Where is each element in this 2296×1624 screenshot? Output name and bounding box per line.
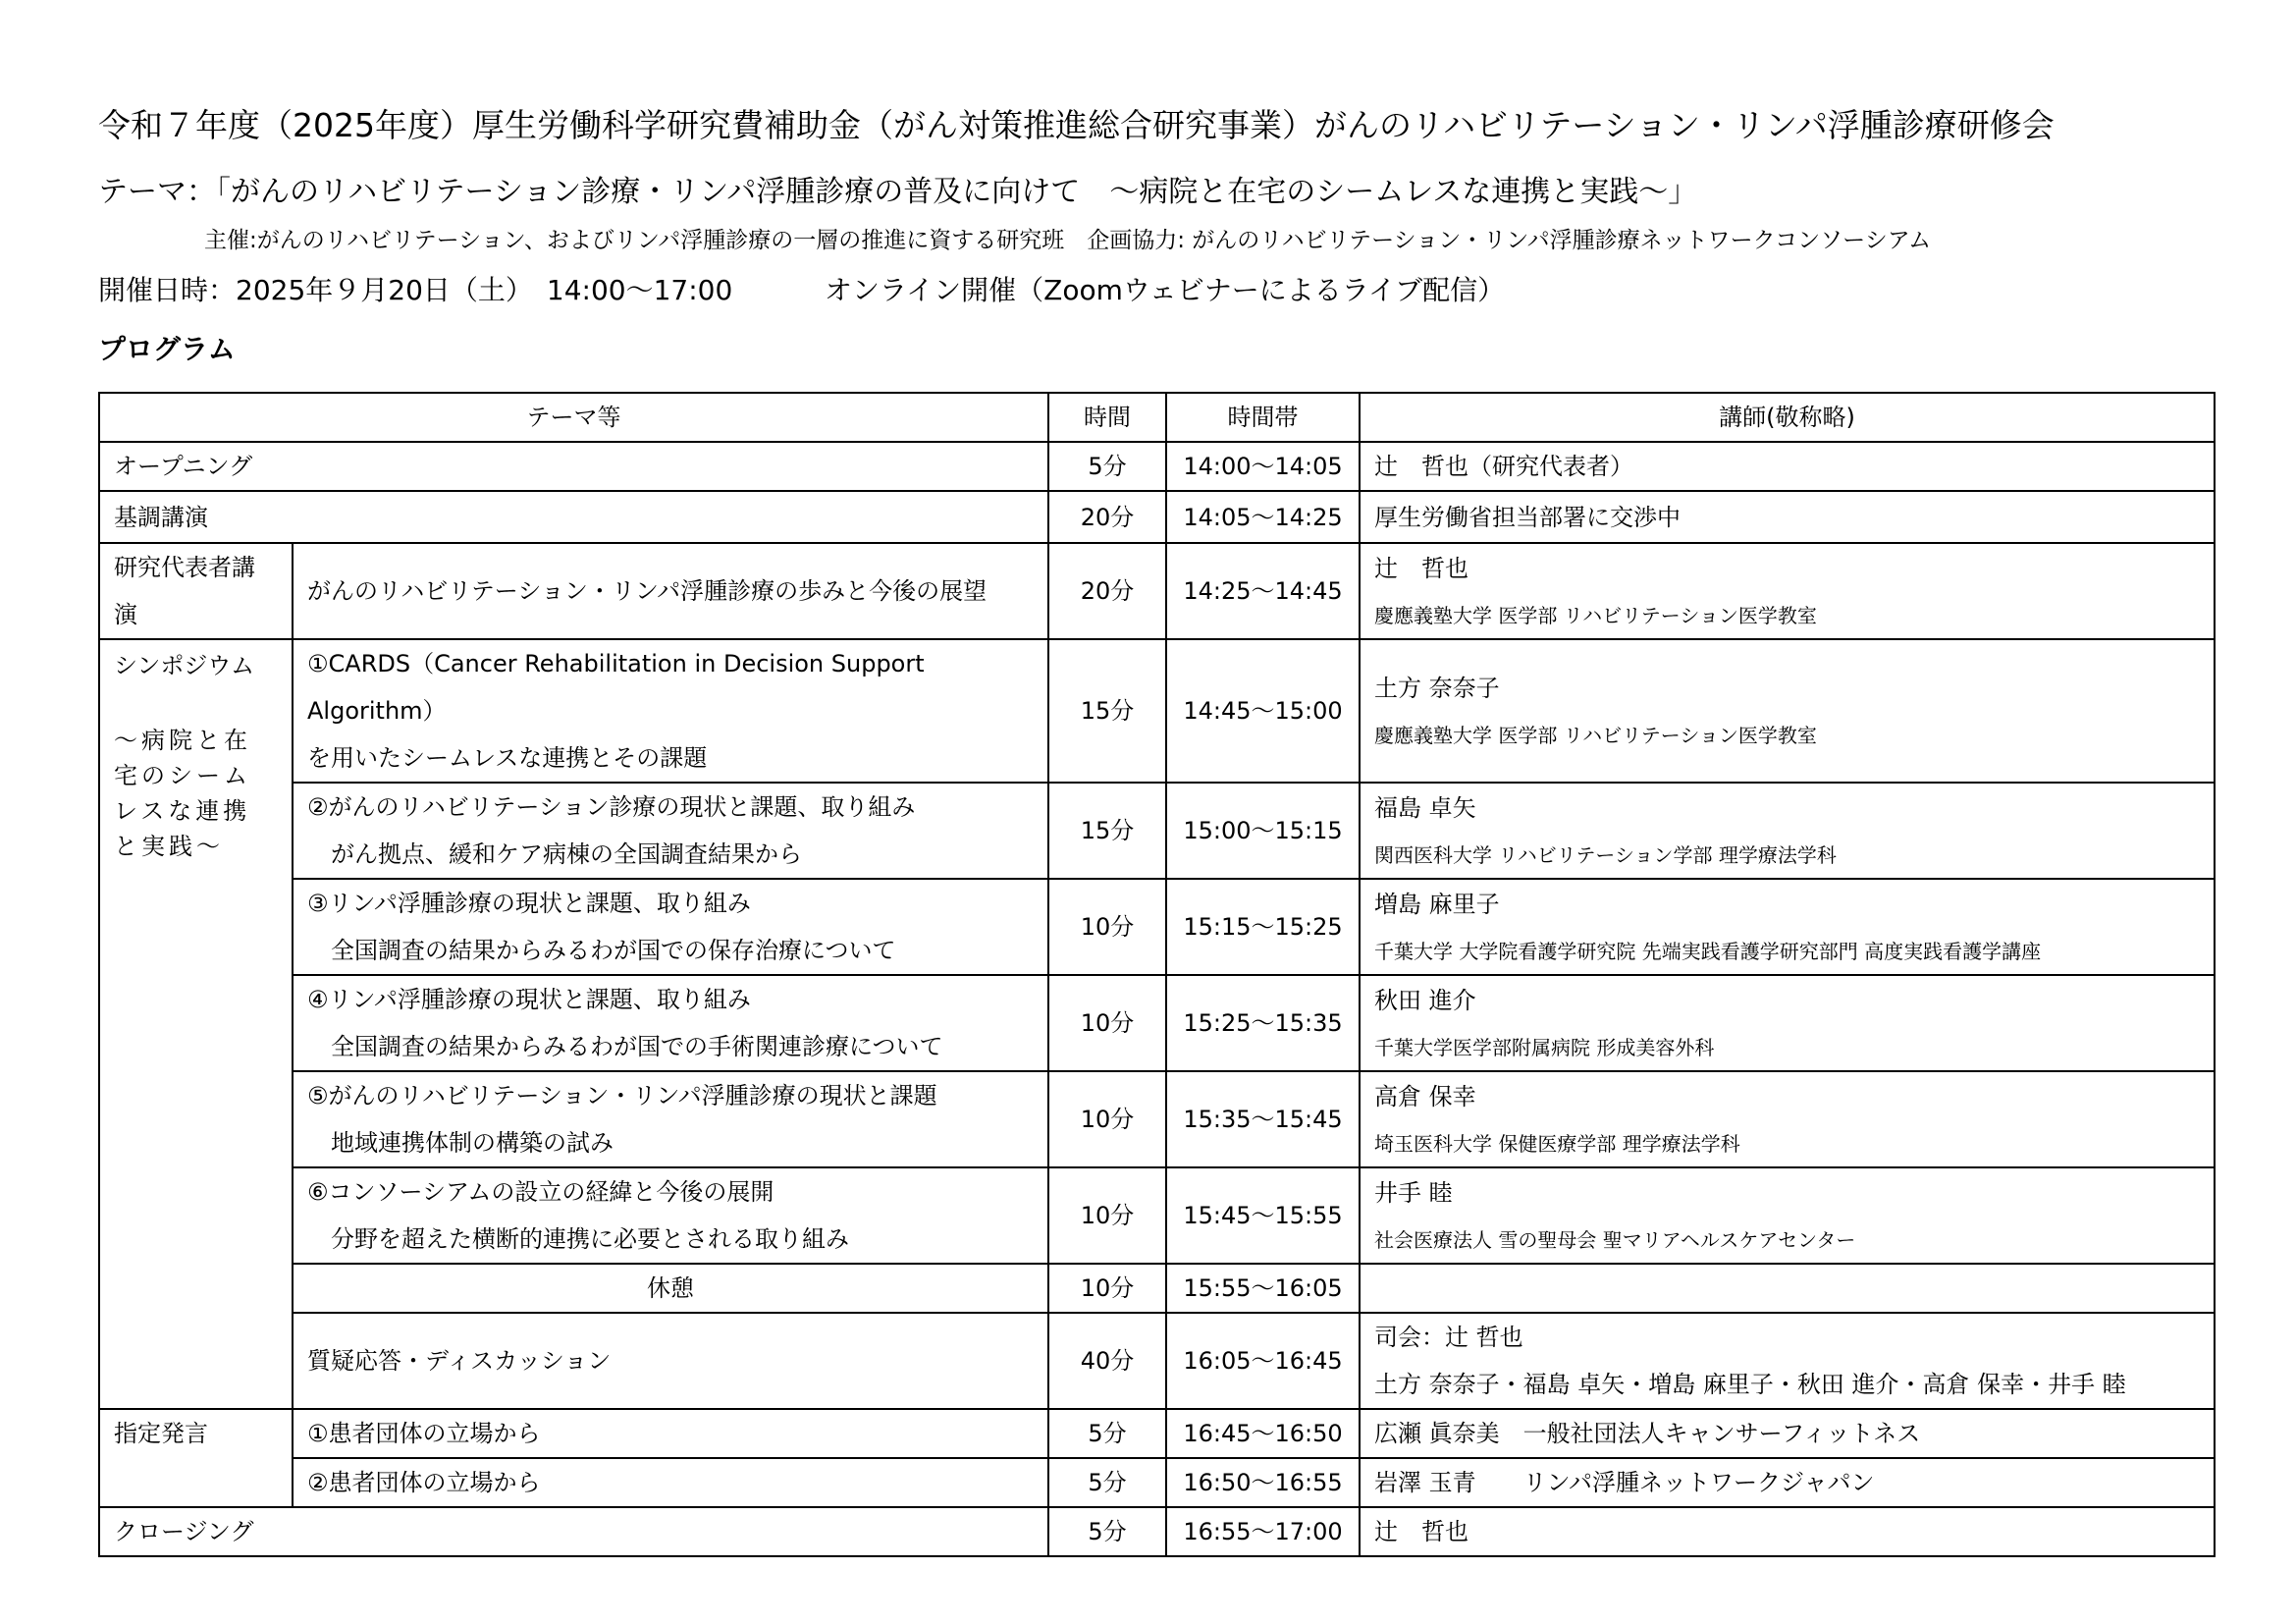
- discussion-duration: 40分: [1048, 1313, 1166, 1409]
- theme-line: テーマ：「がんのリハビリテーション診療・リンパ浮腫診療の普及に向けて ～病院と在宅のシームレスな連携と実践～」: [98, 175, 1698, 209]
- talk-1-title: ①CARDS（Cancer Rehabilitation in Decision Support Algorithm）: [307, 650, 925, 725]
- talk-5-speaker: 高倉 保幸: [1374, 1083, 1476, 1110]
- table-row-closing: [99, 1507, 2215, 1556]
- opening-speaker: 辻 哲也（研究代表者）: [1360, 442, 2215, 491]
- talk-5-time: 15:35～15:45: [1166, 1071, 1360, 1167]
- closing-time: 16:55～17:00: [1166, 1507, 1360, 1556]
- table-row-opening: [99, 442, 2215, 491]
- event-datetime: 開催日時：2025年９月20日（土） 14:00～17:00: [98, 274, 733, 306]
- talk-6-topic: [293, 1167, 1048, 1264]
- pi-lecture-speaker-cell: [1360, 543, 2215, 639]
- talk-1-subtitle: を用いたシームレスな連携とその課題: [307, 744, 708, 772]
- talk-6-time: 15:45～15:55: [1166, 1167, 1360, 1264]
- keynote-speaker: 厚生労働省担当部署に交渉中: [1360, 491, 2215, 543]
- talk-6-title: ⑥コンソーシアムの設立の経緯と今後の展開: [307, 1178, 774, 1206]
- pi-lecture-time: 14:25～14:45: [1166, 543, 1360, 639]
- talk-5-speaker-cell: [1360, 1071, 2215, 1167]
- pi-lecture-section: 研究代表者講演: [99, 543, 293, 639]
- designated-2-duration: 5分: [1048, 1458, 1166, 1507]
- table-row-pi-lecture: [99, 543, 2215, 639]
- designated-2-topic: ②患者団体の立場から: [293, 1458, 1048, 1507]
- talk-5-title: ⑤がんのリハビリテーション・リンパ浮腫診療の現状と課題: [307, 1082, 937, 1110]
- talk-6-duration: 10分: [1048, 1167, 1166, 1264]
- header-timeslot: 時間帯: [1166, 393, 1360, 442]
- talk-1-time: 14:45～15:00: [1166, 639, 1360, 783]
- keynote-duration: 20分: [1048, 491, 1166, 543]
- header-theme: テーマ等: [99, 393, 1048, 442]
- break-speaker-empty: [1360, 1264, 2215, 1313]
- document-title: 令和７年度（2025年度）厚生労働科学研究費補助金（がん対策推進総合研究事業）がんのリハビリテーション・リンパ浮腫診療研修会: [98, 106, 2055, 144]
- discussion-label: 質疑応答・ディスカッション: [293, 1313, 1048, 1409]
- talk-3-duration: 10分: [1048, 879, 1166, 975]
- designated-1-speaker: 広瀬 眞奈美 一般社団法人キャンサーフィットネス: [1360, 1409, 2215, 1458]
- talk-2-speaker-cell: [1360, 783, 2215, 879]
- table-row-designated-2: [99, 1458, 2215, 1507]
- symposium-subtitle: ～病院と在宅のシームレスな連携と実践～: [114, 727, 251, 860]
- break-duration: 10分: [1048, 1264, 1166, 1313]
- designated-2-speaker: 岩澤 玉青 リンパ浮腫ネットワークジャパン: [1360, 1458, 2215, 1507]
- symposium-label: シンポジウム: [114, 652, 255, 679]
- talk-4-speaker: 秋田 進介: [1374, 987, 1476, 1014]
- talk-1-topic: [293, 639, 1048, 783]
- table-row-symposium-4: [99, 975, 2215, 1071]
- pi-lecture-duration: 20分: [1048, 543, 1166, 639]
- discussion-speaker-cell: [1360, 1313, 2215, 1409]
- talk-4-speaker-cell: [1360, 975, 2215, 1071]
- program-table: [98, 392, 2216, 1557]
- keynote-label: 基調講演: [99, 491, 1048, 543]
- talk-4-duration: 10分: [1048, 975, 1166, 1071]
- program-heading: プログラム: [98, 333, 236, 365]
- talk-1-speaker-cell: [1360, 639, 2215, 783]
- organizers-line: 主催:がんのリハビリテーション、およびリンパ浮腫診療の一層の推進に資する研究班 企画協力: がんのリハビリテーション・リンパ浮腫診療ネットワークコンソーシアム: [204, 228, 1932, 253]
- pi-lecture-speaker: 辻 哲也: [1374, 555, 1468, 582]
- talk-2-title: ②がんのリハビリテーション診療の現状と課題、取り組み: [307, 793, 916, 821]
- table-header-row: [99, 393, 2215, 442]
- talk-2-topic: [293, 783, 1048, 879]
- talk-2-duration: 15分: [1048, 783, 1166, 879]
- talk-1-duration: 15分: [1048, 639, 1166, 783]
- table-row-symposium-6: [99, 1167, 2215, 1264]
- table-row-discussion: [99, 1313, 2215, 1409]
- closing-label: クロージング: [99, 1507, 1048, 1556]
- talk-5-topic: [293, 1071, 1048, 1167]
- table-row-symposium-2: [99, 783, 2215, 879]
- designated-1-topic: ①患者団体の立場から: [293, 1409, 1048, 1458]
- table-row-keynote: [99, 491, 2215, 543]
- closing-speaker: 辻 哲也: [1360, 1507, 2215, 1556]
- discussion-moderator: 司会：辻 哲也: [1374, 1324, 1523, 1351]
- talk-4-title: ④リンパ浮腫診療の現状と課題、取り組み: [307, 986, 751, 1013]
- header-speaker: 講師(敬称略): [1360, 393, 2215, 442]
- table-row-designated-1: [99, 1409, 2215, 1458]
- discussion-panel: 土方 奈奈子・福島 卓矢・増島 麻里子・秋田 進介・高倉 保幸・井手 睦: [1374, 1371, 2126, 1398]
- designated-1-duration: 5分: [1048, 1409, 1166, 1458]
- symposium-section: [99, 639, 293, 1409]
- talk-4-topic: [293, 975, 1048, 1071]
- talk-4-subtitle: 全国調査の結果からみるわが国での手術関連診療について: [331, 1033, 943, 1060]
- talk-6-speaker-cell: [1360, 1167, 2215, 1264]
- table-row-symposium-3: [99, 879, 2215, 975]
- talk-3-topic: [293, 879, 1048, 975]
- opening-duration: 5分: [1048, 442, 1166, 491]
- header-duration: 時間: [1048, 393, 1166, 442]
- talk-1-speaker: 土方 奈奈子: [1374, 675, 1500, 702]
- pi-lecture-topic: がんのリハビリテーション・リンパ浮腫診療の歩みと今後の展望: [293, 543, 1048, 639]
- talk-2-speaker: 福島 卓矢: [1374, 794, 1476, 822]
- talk-3-title: ③リンパ浮腫診療の現状と課題、取り組み: [307, 890, 751, 917]
- talk-5-affiliation: 埼玉医科大学 保健医療学部 理学療法学科: [1374, 1132, 1740, 1156]
- talk-6-subtitle: 分野を超えた横断的連携に必要とされる取り組み: [331, 1225, 849, 1253]
- table-row-symposium-5: [99, 1071, 2215, 1167]
- talk-2-subtitle: がん拠点、緩和ケア病棟の全国調査結果から: [331, 840, 802, 868]
- talk-1-affiliation: 慶應義塾大学 医学部 リハビリテーション医学教室: [1374, 724, 1817, 747]
- talk-3-speaker-cell: [1360, 879, 2215, 975]
- talk-4-affiliation: 千葉大学医学部附属病院 形成美容外科: [1374, 1036, 1715, 1059]
- designated-2-time: 16:50～16:55: [1166, 1458, 1360, 1507]
- talk-6-speaker: 井手 睦: [1374, 1179, 1453, 1207]
- talk-3-subtitle: 全国調査の結果からみるわが国での保存治療について: [331, 937, 896, 964]
- table-row-symposium-1: [99, 639, 2215, 783]
- talk-5-subtitle: 地域連携体制の構築の試み: [331, 1129, 614, 1157]
- talk-3-speaker: 増島 麻里子: [1374, 891, 1500, 918]
- opening-time: 14:00～14:05: [1166, 442, 1360, 491]
- table-row-break: [99, 1264, 2215, 1313]
- designated-1-time: 16:45～16:50: [1166, 1409, 1360, 1458]
- talk-5-duration: 10分: [1048, 1071, 1166, 1167]
- pi-lecture-affiliation: 慶應義塾大学 医学部 リハビリテーション医学教室: [1374, 604, 1817, 627]
- discussion-time: 16:05～16:45: [1166, 1313, 1360, 1409]
- break-label: 休憩: [293, 1264, 1048, 1313]
- closing-duration: 5分: [1048, 1507, 1166, 1556]
- keynote-time: 14:05～14:25: [1166, 491, 1360, 543]
- talk-2-affiliation: 関西医科大学 リハビリテーション学部 理学療法学科: [1374, 843, 1837, 867]
- designated-section: 指定発言: [99, 1409, 293, 1507]
- talk-6-affiliation: 社会医療法人 雪の聖母会 聖マリアヘルスケアセンター: [1374, 1228, 1856, 1252]
- event-venue: オンライン開催（Zoomウェビナーによるライブ配信）: [825, 274, 1506, 306]
- break-time: 15:55～16:05: [1166, 1264, 1360, 1313]
- talk-3-time: 15:15～15:25: [1166, 879, 1360, 975]
- date-venue-line: [98, 269, 1505, 308]
- talk-2-time: 15:00～15:15: [1166, 783, 1360, 879]
- talk-4-time: 15:25～15:35: [1166, 975, 1360, 1071]
- opening-label: オープニング: [99, 442, 1048, 491]
- talk-3-affiliation: 千葉大学 大学院看護学研究院 先端実践看護学研究部門 高度実践看護学講座: [1374, 940, 2042, 963]
